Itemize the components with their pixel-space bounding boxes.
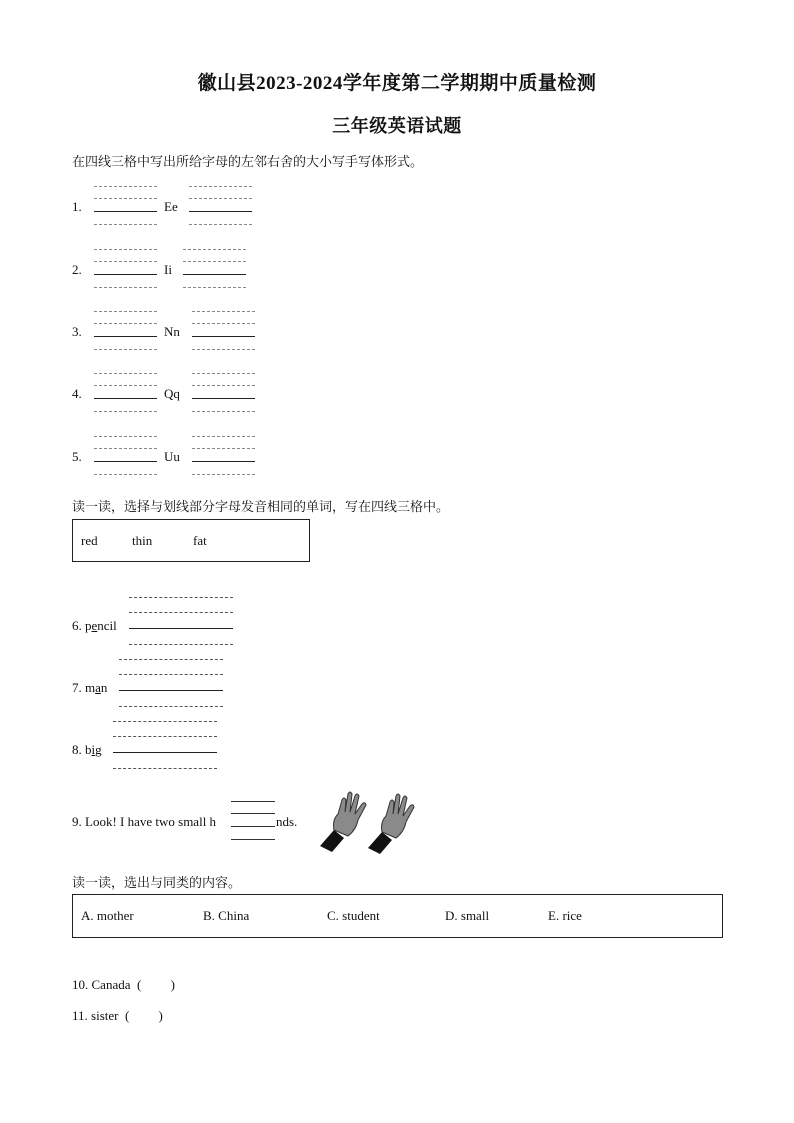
item-number: 3. bbox=[72, 324, 82, 339]
question-9-after: nds. bbox=[276, 814, 298, 829]
question-10: 10. Canada ( ) bbox=[72, 977, 175, 992]
writing-grid-right[interactable] bbox=[189, 186, 252, 224]
given-letters: Qq bbox=[164, 386, 180, 401]
page-title: 徽山县2023-2024学年度第二学期期中质量检测 bbox=[197, 73, 597, 94]
item-number: 2. bbox=[72, 262, 82, 277]
option-b: B. China bbox=[203, 908, 250, 923]
item-number: 5. bbox=[72, 449, 82, 464]
question-11: 11. sister ( ) bbox=[72, 1008, 163, 1023]
option-c: C. student bbox=[327, 908, 380, 923]
answer-parentheses[interactable]: ( ) bbox=[124, 1008, 163, 1023]
word-option: fat bbox=[193, 532, 207, 548]
section3-instruction: 读一读，选出与同类的内容。 bbox=[72, 875, 242, 890]
answer-grid[interactable] bbox=[129, 597, 233, 645]
given-letters: Ee bbox=[164, 199, 178, 214]
writing-grid-left[interactable] bbox=[94, 311, 157, 349]
writing-grid-left[interactable] bbox=[94, 436, 157, 474]
section1-instruction: 在四线三格中写出所给字母的左邻右舍的大小写手写体形式。 bbox=[72, 154, 424, 169]
hands-image bbox=[314, 786, 422, 854]
question-7: 7. man bbox=[72, 680, 108, 695]
given-letters: Uu bbox=[164, 449, 180, 464]
option-d: D. small bbox=[445, 908, 490, 923]
right-hand-icon bbox=[368, 794, 414, 854]
option-e: E. rice bbox=[548, 908, 582, 923]
answer-grid[interactable] bbox=[119, 659, 223, 707]
writing-grid-left[interactable] bbox=[94, 249, 157, 287]
page-subtitle: 三年级英语试题 bbox=[332, 116, 462, 136]
item-number: 1. bbox=[72, 199, 82, 214]
given-letters: Ii bbox=[164, 262, 172, 277]
writing-grid-right[interactable] bbox=[192, 311, 255, 349]
item-number: 4. bbox=[72, 386, 82, 401]
section2-instruction: 读一读，选择与划线部分字母发音相同的单词，写在四线三格中。 bbox=[72, 499, 450, 514]
option-a: A. mother bbox=[81, 908, 134, 923]
answer-grid[interactable] bbox=[113, 721, 217, 769]
options-box bbox=[72, 894, 723, 938]
question-9-before: 9. Look! I have two small h bbox=[72, 814, 217, 829]
writing-grid-right[interactable] bbox=[192, 373, 255, 411]
writing-grid-right[interactable] bbox=[192, 436, 255, 474]
answer-grid-small[interactable] bbox=[231, 801, 275, 839]
writing-grid-left[interactable] bbox=[94, 373, 157, 411]
question-6: 6. pencil bbox=[72, 618, 117, 633]
word-bank-box bbox=[72, 519, 310, 562]
word-option: red bbox=[81, 532, 98, 548]
left-hand-icon bbox=[320, 792, 366, 852]
writing-grid-left[interactable] bbox=[94, 186, 157, 224]
question-8: 8. big bbox=[72, 742, 102, 757]
writing-grid-right[interactable] bbox=[183, 249, 246, 287]
answer-parentheses[interactable]: ( ) bbox=[136, 977, 175, 992]
given-letters: Nn bbox=[164, 324, 180, 339]
word-option: thin bbox=[132, 532, 153, 548]
